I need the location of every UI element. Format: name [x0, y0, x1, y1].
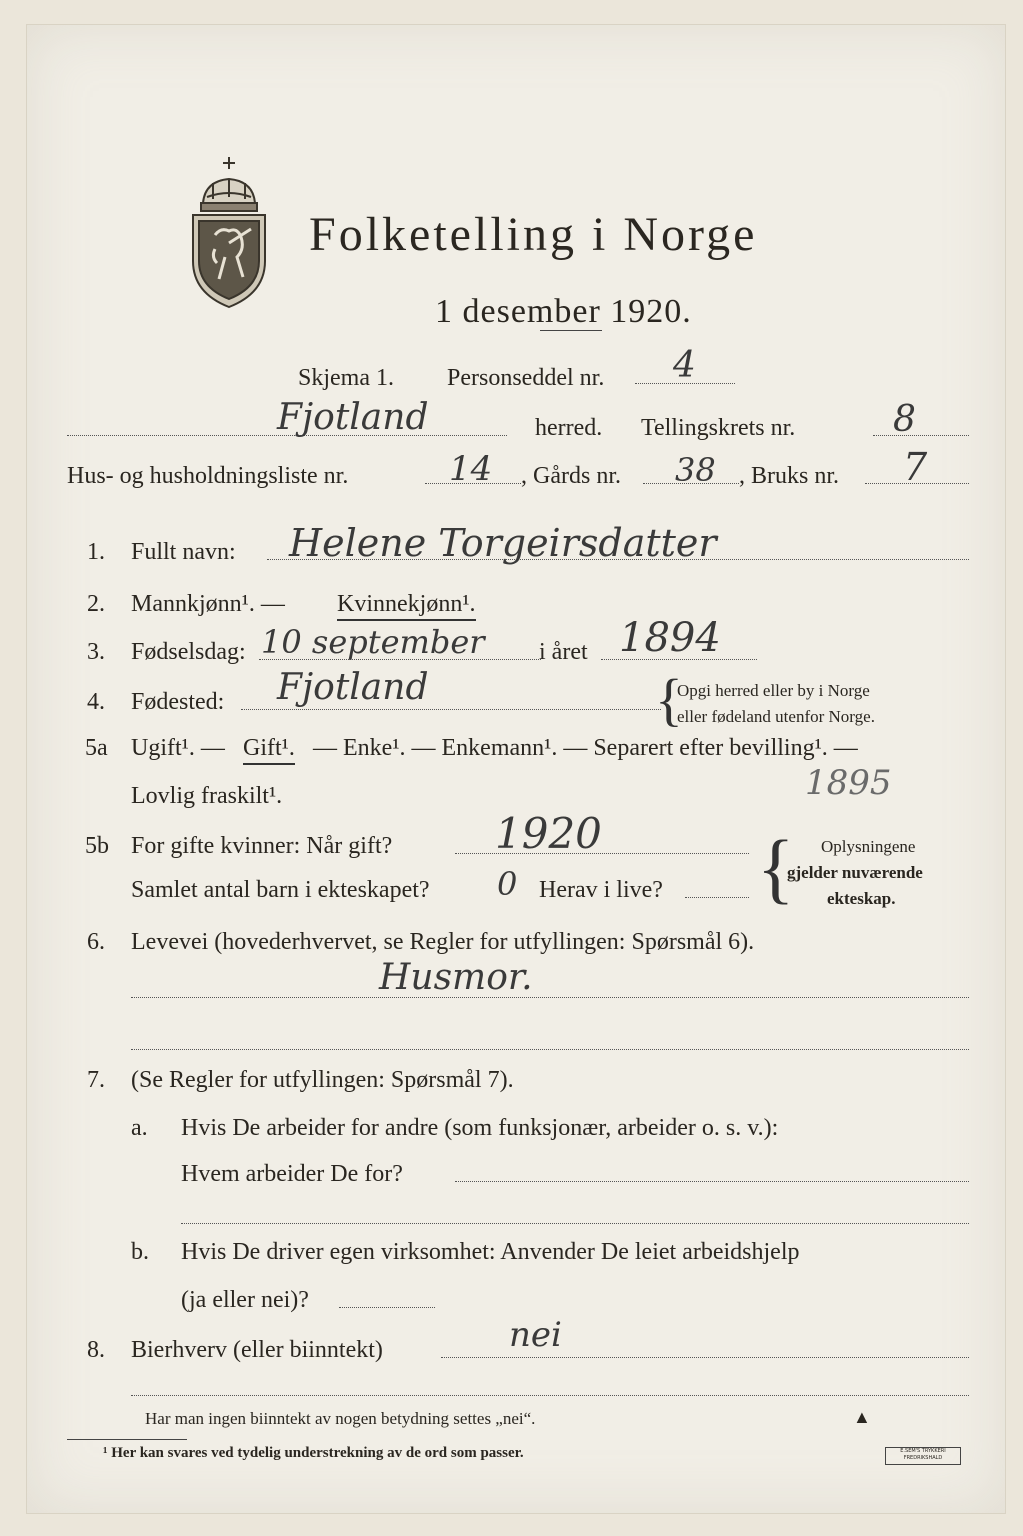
tellingskrets-value: 8 — [893, 399, 916, 440]
q4-line — [241, 709, 661, 710]
q5b-note-line1: Oplysningene — [821, 837, 916, 856]
printer-stamp: E.SEM'S TRYKKERI FREDRIKSHALD — [885, 1447, 961, 1465]
q4-note-brace: { — [655, 667, 683, 732]
q6-line1 — [131, 997, 969, 998]
q7a-extra-line — [181, 1223, 969, 1224]
q5b-label: For gifte kvinner: Når gift? — [131, 833, 393, 859]
tellingskrets-line — [873, 435, 969, 436]
q1-value: Helene Torgeirsdatter — [289, 521, 717, 565]
q6-label: Levevei (hovederhvervet, se Regler for utfyllingen: Spørsmål 6). — [131, 929, 755, 955]
q6-number: 6. — [87, 929, 105, 955]
q5a-ugift: Ugift¹. — — [131, 735, 225, 761]
q8-value: nei — [509, 1315, 562, 1355]
q8-label: Bierhverv (eller biinntekt) — [131, 1337, 383, 1363]
ink-dot: ▲ — [853, 1407, 871, 1427]
q5b-number: 5b — [85, 833, 109, 859]
q3-label: Fødselsdag: — [131, 639, 246, 665]
q4-note-line2: eller fødeland utenfor Norge. — [677, 707, 875, 726]
q3-year-value: 1894 — [619, 615, 721, 661]
q5a-rest: — Enke¹. — Enkemann¹. — Separert efter bevilling¹. — — [313, 735, 858, 761]
q5b-note-brace: { — [757, 824, 795, 911]
q2-number: 2. — [87, 591, 105, 617]
q4-note-line1: Opgi herred eller by i Norge — [677, 681, 870, 700]
q7b-number: b. — [131, 1239, 149, 1265]
q5b-barn-value: 0 — [497, 865, 518, 903]
q5b-note-line2: gjelder nuværende — [787, 863, 923, 882]
gards-label: , Gårds nr. — [521, 463, 621, 489]
q8-line — [441, 1357, 969, 1358]
hus-value: 14 — [449, 449, 493, 489]
q6-line2 — [131, 1049, 969, 1050]
q2-mann: Mannkjønn¹. — — [131, 591, 285, 617]
q8-number: 8. — [87, 1337, 105, 1363]
bruks-label: , Bruks nr. — [739, 463, 840, 489]
q3-value: 10 september — [261, 623, 485, 661]
footnote: ¹ Her kan svares ved tydelig understrekning av de ord som passer. — [103, 1445, 524, 1461]
q4-label: Fødested: — [131, 689, 225, 715]
q2-kvinne: Kvinnekjønn¹. — [337, 591, 476, 621]
footnote-divider — [67, 1439, 187, 1440]
q5a-margin-note: 1895 — [805, 763, 892, 803]
skjema-label: Skjema 1. — [298, 365, 394, 391]
q4-value: Fjotland — [277, 667, 429, 708]
q5a-number: 5a — [85, 735, 108, 761]
q7a-label: Hvis De arbeider for andre (som funksjonær, arbeider o. s. v.): — [181, 1115, 779, 1141]
personseddel-label: Personseddel nr. — [447, 365, 605, 391]
q1-label: Fullt navn: — [131, 539, 236, 565]
herred-label: herred. — [535, 415, 603, 441]
q4-number: 4. — [87, 689, 105, 715]
q5b-barn-label: Samlet antal barn i ekteskapet? — [131, 877, 430, 903]
hus-label: Hus- og husholdningsliste nr. — [67, 463, 349, 489]
form-date: 1 desember 1920. — [435, 293, 692, 330]
q6-value: Husmor. — [379, 957, 533, 998]
q3-number: 3. — [87, 639, 105, 665]
q7b-line2: (ja eller nei)? — [181, 1287, 309, 1313]
bruks-value: 7 — [903, 445, 928, 489]
herred-value: Fjotland — [277, 397, 429, 438]
q7b-label: Hvis De driver egen virksomhet: Anvender De leiet arbeidshjelp — [181, 1239, 800, 1265]
q7-label: (Se Regler for utfyllingen: Spørsmål 7). — [131, 1067, 514, 1093]
title-divider — [540, 330, 602, 331]
q5b-note-line3: ekteskap. — [827, 889, 896, 908]
gards-value: 38 — [675, 451, 716, 489]
q1-number: 1. — [87, 539, 105, 565]
form-title: Folketelling i Norge — [309, 208, 758, 261]
norway-coat-of-arms-icon — [185, 153, 273, 311]
q7a-line — [455, 1181, 969, 1182]
q7-number: 7. — [87, 1067, 105, 1093]
q3-aaret-label: i året — [539, 639, 588, 665]
q5a-line2: Lovlig fraskilt¹. — [131, 783, 283, 809]
q8-extra-line — [131, 1395, 969, 1396]
q5a-gift: Gift¹. — [243, 735, 295, 765]
tellingskrets-label: Tellingskrets nr. — [641, 415, 796, 441]
census-form-page — [26, 24, 1006, 1514]
q7b-line — [339, 1307, 435, 1308]
q5b-live-line — [685, 897, 749, 898]
q5b-value: 1920 — [495, 809, 602, 858]
q7a-line2: Hvem arbeider De for? — [181, 1161, 403, 1187]
q5b-live-label: Herav i live? — [539, 877, 663, 903]
note-nei: Har man ingen biinntekt av nogen betydning settes „nei“. — [145, 1409, 536, 1428]
q7a-number: a. — [131, 1115, 148, 1141]
personseddel-value: 4 — [673, 345, 696, 386]
